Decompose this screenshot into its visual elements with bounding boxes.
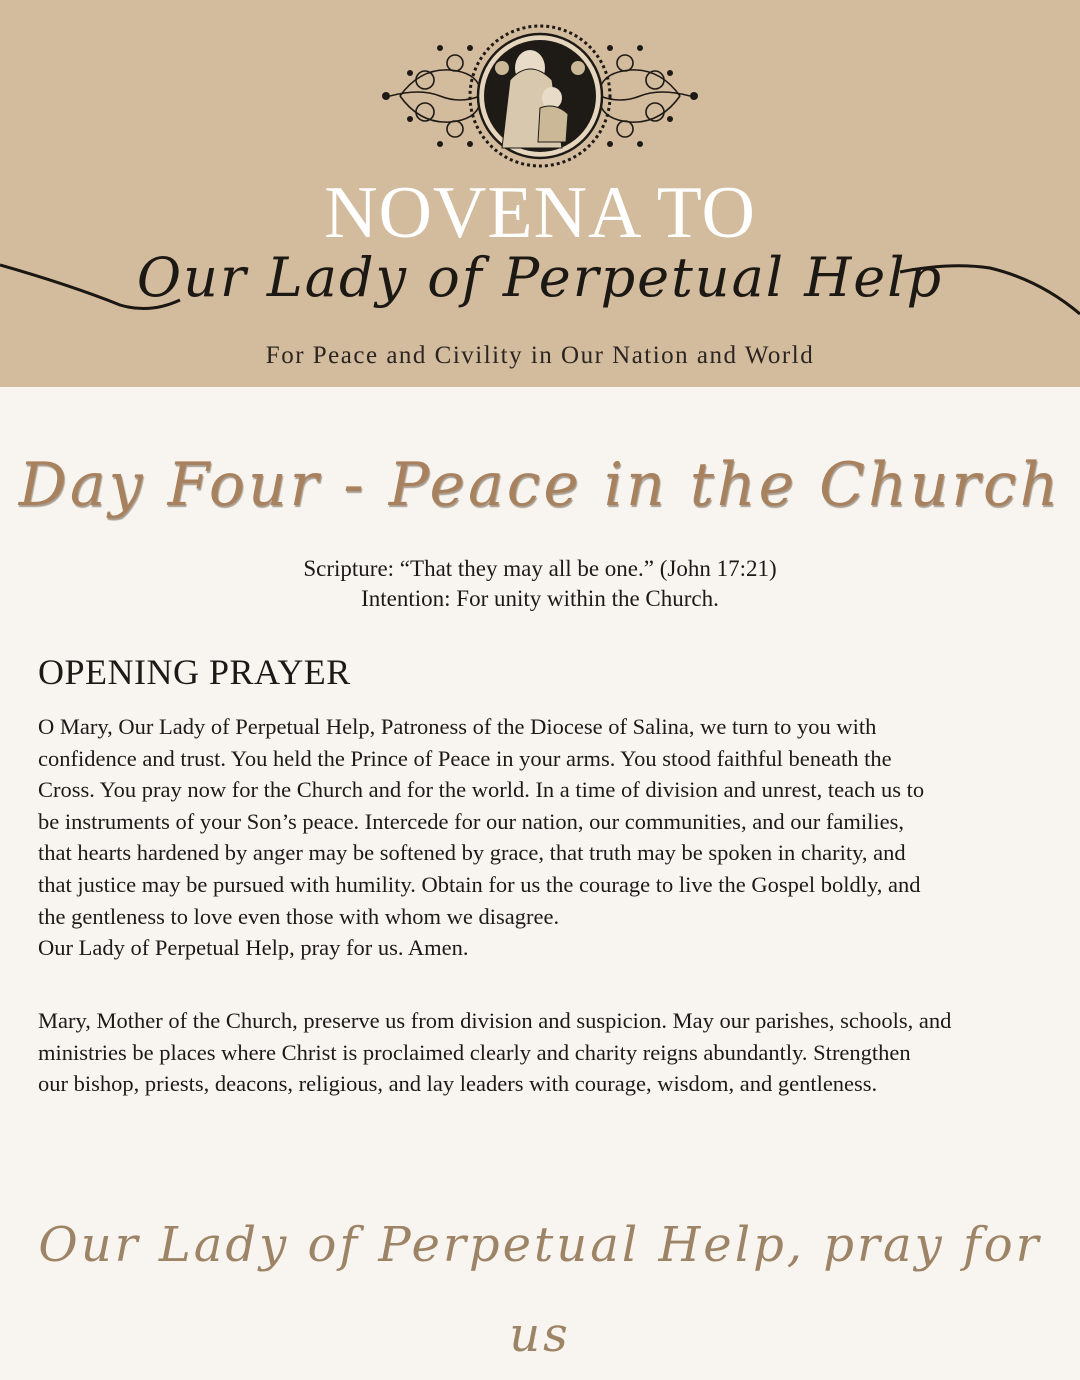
opening-prayer-heading: OPENING PRAYER	[38, 652, 351, 692]
header-banner	[0, 0, 1080, 387]
prayer-line: O Mary, Our Lady of Perpetual Help, Patroness of the Diocese of Salina, we turn to you with	[38, 714, 877, 739]
prayer-line: Mary, Mother of the Church, preserve us from division and suspicion. May our parishes, schools, and	[38, 1008, 952, 1033]
intention: Intention: For unity within the Church.	[361, 586, 719, 611]
novena-title: NOVENA TO	[324, 172, 756, 254]
prayer-line: that justice may be pursued with humility. Obtain for us the courage to live the Gospel boldly, and	[38, 871, 921, 897]
prayer-line: Our Lady of Perpetual Help, pray for us. Amen.	[38, 935, 469, 961]
scripture-reference: Scripture: “That they may all be one.” (John 17:21)	[303, 556, 777, 581]
daily-prayer-text	[38, 1005, 1068, 1100]
novena-subtitle: Our Lady of Perpetual Help	[136, 246, 944, 309]
prayer-line: that hearts hardened by anger may be softened by grace, that truth may be spoken in charity, and	[38, 840, 906, 866]
prayer-line: our bishop, priests, deacons, religious, and lay leaders with courage, wisdom, and gentleness.	[38, 1071, 878, 1097]
prayer-line: Cross. You pray now for the Church and for the world. In a time of division and unrest, teach us to	[38, 777, 925, 803]
opening-prayer-text	[38, 711, 1068, 964]
prayer-line: confidence and trust. You held the Prince of Peace in your arms. You stood faithful beneath the	[38, 745, 892, 771]
prayer-line: the gentleness to love even those with whom we disagree.	[38, 903, 560, 929]
footer-invocation: Our Lady of Perpetual Help, pray for us	[38, 1217, 1042, 1363]
prayer-line: be instruments of your Son’s peace. Intercede for our nation, our communities, and our families,	[38, 808, 905, 834]
day-title: Day Four - Peace in the Church	[18, 450, 1062, 520]
our-lady-medallion-icon	[380, 18, 700, 178]
scripture-block	[0, 554, 1080, 614]
novena-tagline: For Peace and Civility in Our Nation and World	[265, 342, 815, 369]
prayer-line: ministries be places where Christ is proclaimed clearly and charity reigns abundantly. Strengthen	[38, 1039, 911, 1065]
